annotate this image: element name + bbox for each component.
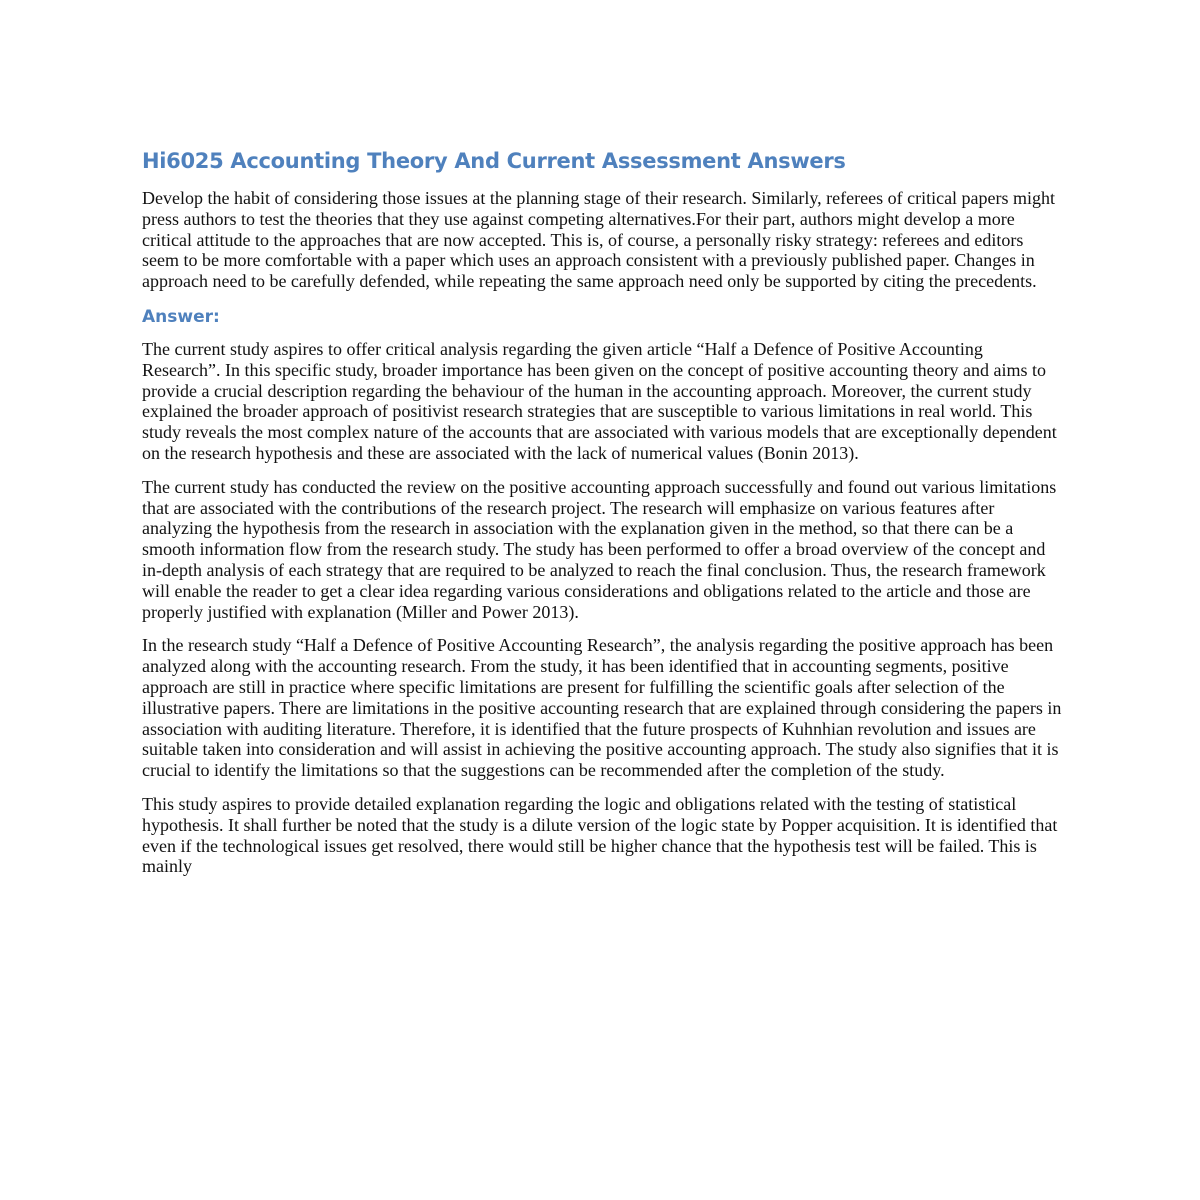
answer-paragraph-4: This study aspires to provide detailed explanation regarding the logic and obligations related with the testing of statistical hypothesis. It shall further be noted that the study is a dilute version of the logic state by Popper acquisition. It is identified that even if the technological issues get resolved, there would still be higher chance that the hypothesis test will be failed. This is mainly — [142, 793, 1058, 877]
answer-paragraph-1: The current study aspires to offer critical analysis regarding the given article “Half a Defence of Positive Accounting Research”. In this specific study, broader importance has been given on the concept of positive accounting theory and aims to provide a crucial description regarding the behaviour of the human in the accounting approach. Moreover, the current study explained the broader approach of positivist research strategies that are susceptible to various limitations in real world. This study reveals the most complex nature of the accounts that are associated with various models that are exceptionally dependent on the research hypothesis and these are associated with the lack of numerical values (Bonin 2013). — [142, 338, 1057, 463]
answer-paragraph-3: In the research study “Half a Defence of Positive Accounting Research”, the analysis regarding the positive approach has been analyzed along with the accounting research. From the study, it has been identified that in accounting segments, positive approach are still in practice where specific limitations are present for fulfilling the scientific goals after selection of the illustrative papers. There are limitations in the positive accounting research that are explained through considering the papers in association with auditing literature. Therefore, it is identified that the future prospects of Kuhnhian revolution and issues are suitable taken into consideration and will assist in achieving the positive accounting approach. The study also signifies that it is crucial to identify the limitations so that the suggestions can be recommended after the completion of the study. — [142, 635, 1062, 781]
document-page — [142, 146, 1062, 890]
answer-heading: Answer: — [142, 306, 220, 327]
intro-paragraph: Develop the habit of considering those issues at the planning stage of their research. Similarly, referees of critical papers might press authors to test the theories that they use against competing alternatives.For their part, authors might develop a more critical attitude to the approaches that are now accepted. This is, of course, a personally risky strategy: referees and editors seem to be more comfortable with a paper which uses an approach consistent with a previously published paper. Changes in approach need to be carefully defended, while repeating the same approach need only be supported by citing the precedents. — [142, 188, 1056, 292]
answer-paragraph-2: The current study has conducted the review on the positive accounting approach successfully and found out various limitations that are associated with the contributions of the research project. The research will emphasize on various features after analyzing the hypothesis from the research in association with the explanation given in the method, so that there can be a smooth information flow from the research study. The study has been performed to offer a broad overview of the concept and in-depth analysis of each strategy that are required to be analyzed to reach the final conclusion. Thus, the research framework will enable the reader to get a clear idea regarding various considerations and obligations related to the article and those are properly justified with explanation (Miller and Power 2013). — [142, 476, 1057, 622]
document-title: Hi6025 Accounting Theory And Current Assessment Answers — [142, 149, 846, 173]
